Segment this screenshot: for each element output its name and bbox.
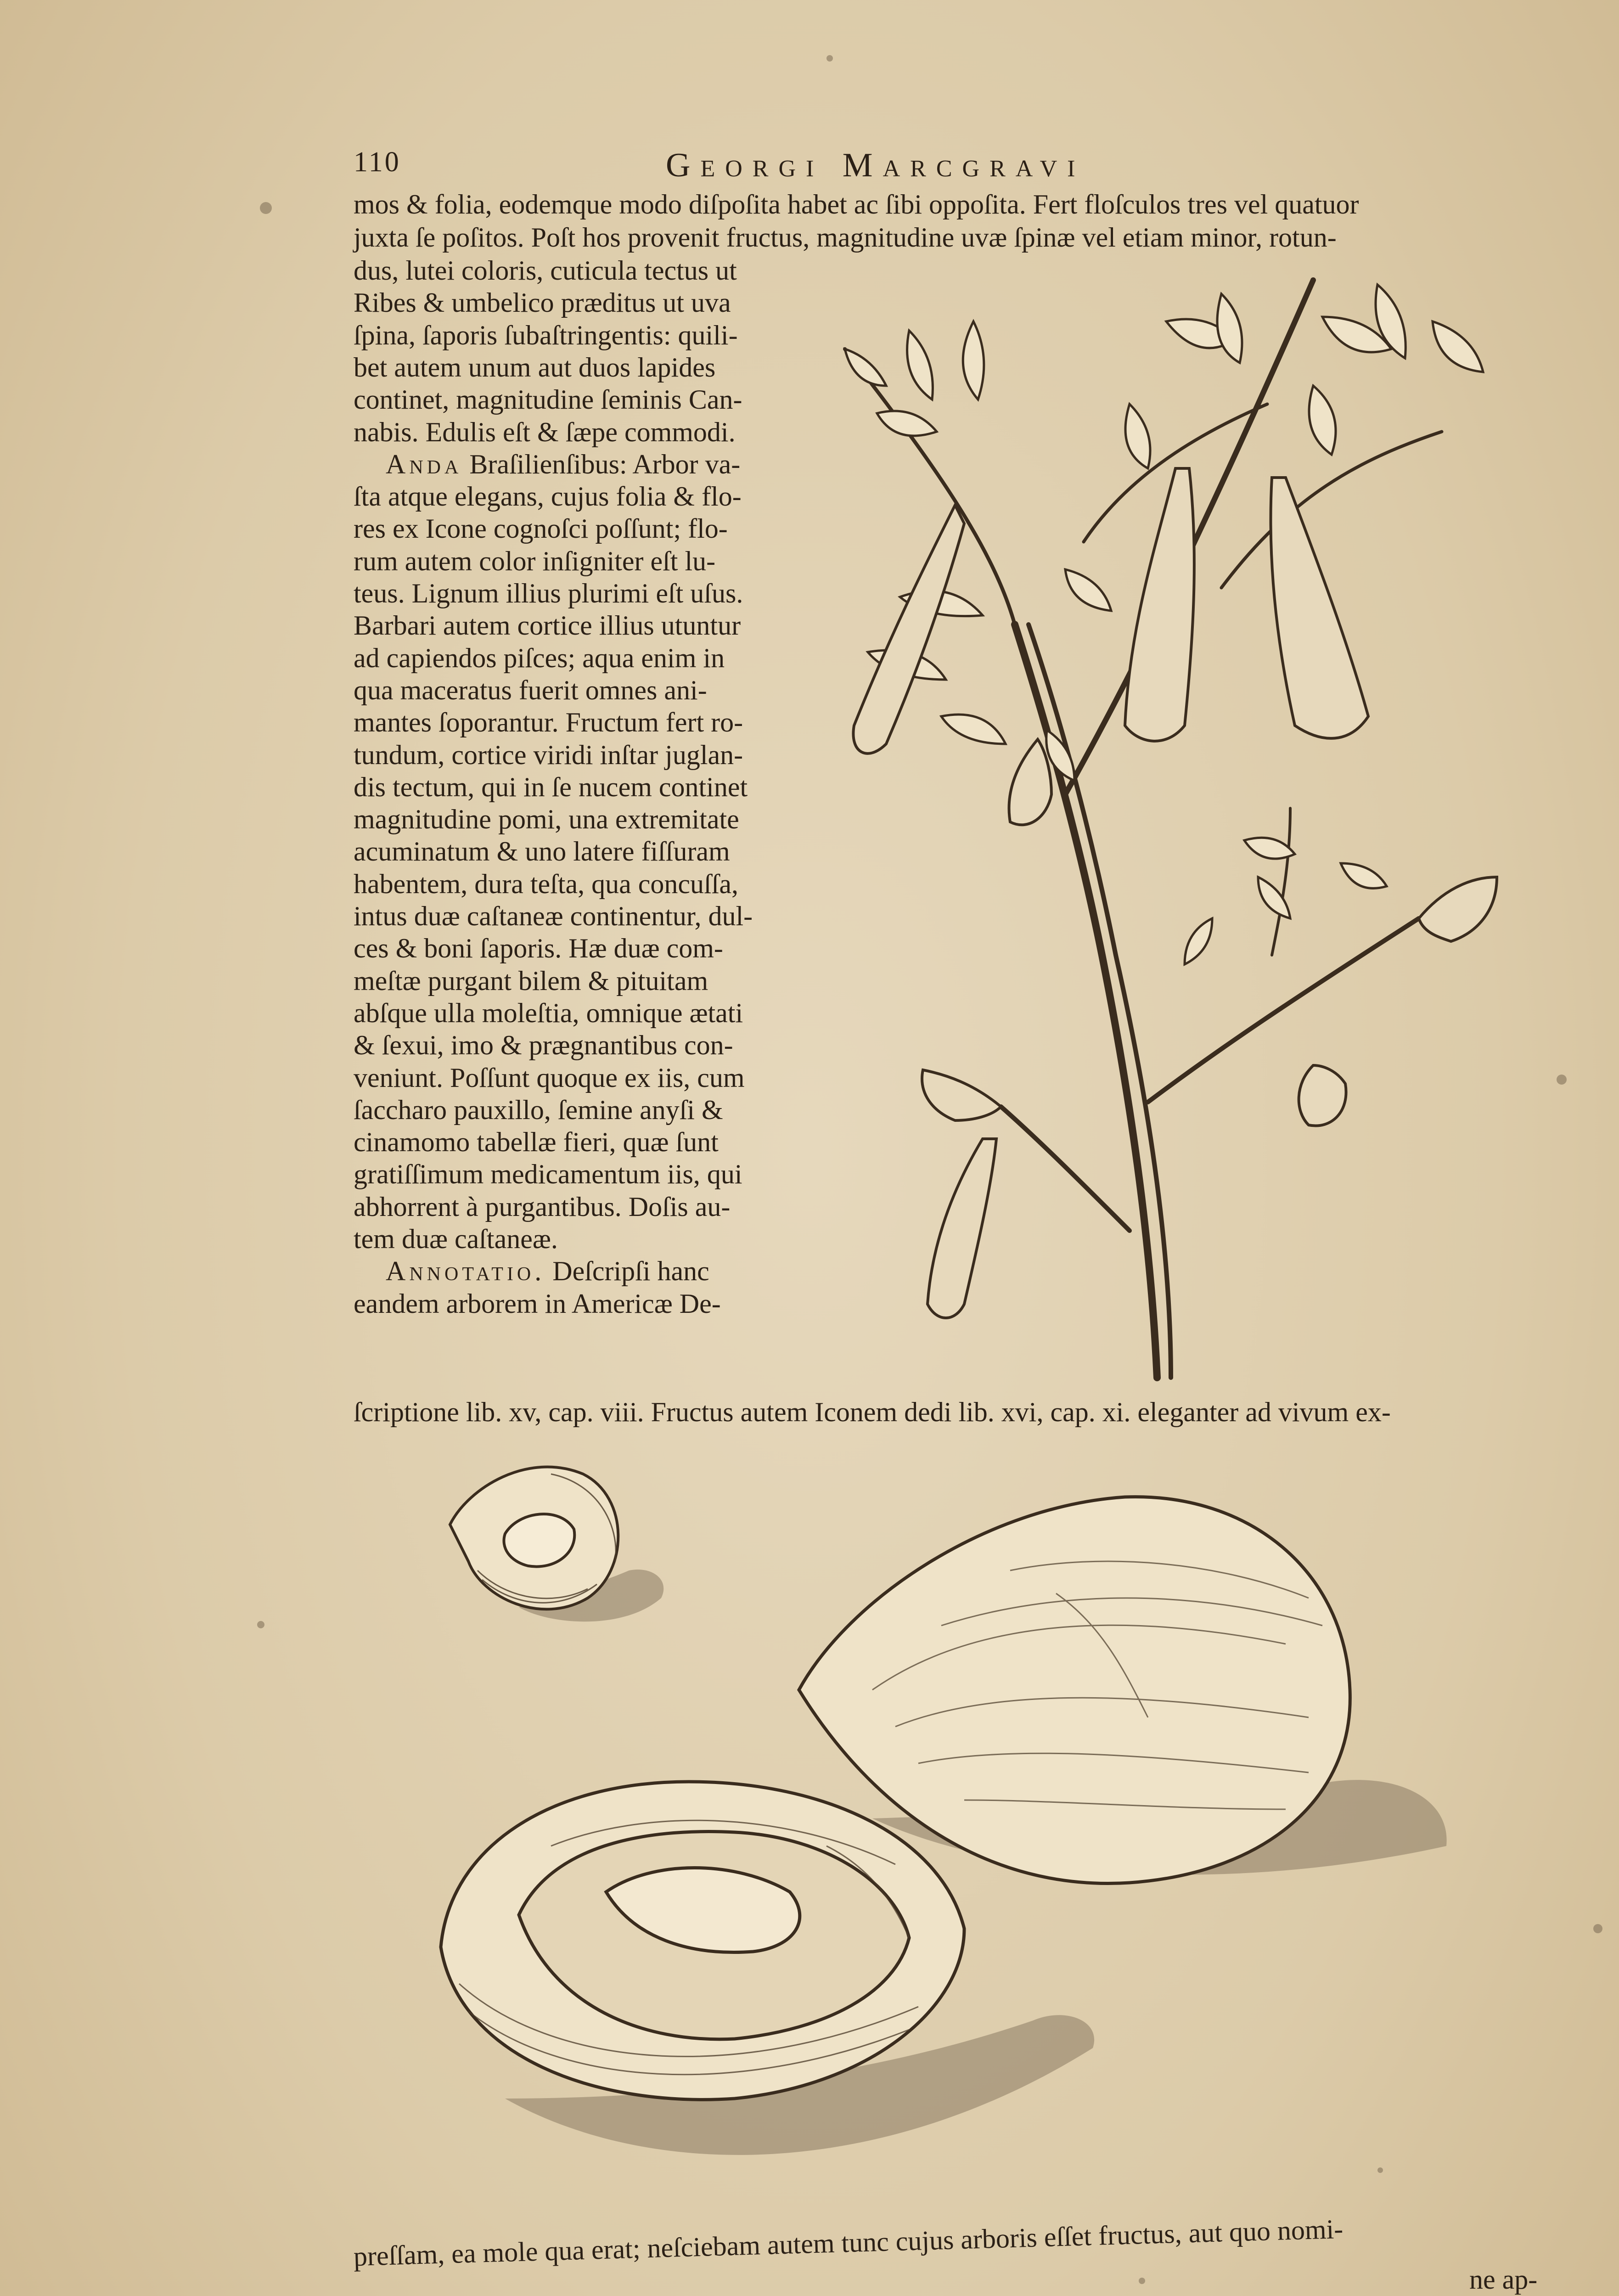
text-line: tundum, cortice viridi inſtar juglan- (354, 739, 743, 770)
text-line: ſcriptione lib. xv, cap. viii. Fructus autem Iconem dedi lib. xvi, cap. xi. eleganter ad vivum ex- (354, 1397, 1391, 1427)
text-line: juxta ſe poſitos. Poſt hos provenit fructus, magnitudine uvæ ſpinæ vel etiam minor, rotun- (354, 222, 1337, 253)
text-line (386, 1255, 840, 1287)
text-line: magnitudine pomi, una extremitate (354, 804, 739, 835)
text-line: mantes ſoporantur. Fructum fert ro- (354, 707, 743, 738)
text-line: & ſexui, imo & prægnantibus con- (354, 1030, 733, 1061)
text-line: meſtæ purgant bilem & pituitam (354, 965, 708, 996)
text-line: preſſam, ea mole qua erat; neſciebam autem tunc cujus arboris eſſet fructus, aut quo nomi- (353, 2213, 1344, 2272)
text-line: bet autem unum aut duos lapides (354, 352, 716, 383)
text-line: acuminatum & uno latere fiſſuram (354, 836, 730, 867)
text-line: qua maceratus fuerit omnes ani- (354, 675, 707, 705)
foxing-spot (826, 55, 833, 62)
text-line: teus. Lignum illius plurimi eſt uſus. (354, 578, 743, 608)
text-line: ces & boni ſaporis. Hæ duæ com- (354, 933, 723, 964)
text-line: ſaccharo pauxillo, ſemine anyſi & (354, 1094, 723, 1125)
flowering-branch-engraving (808, 266, 1529, 1387)
entry-heading-anda: Anda (386, 449, 462, 479)
text-line: intus duæ caſtaneæ continentur, dul- (354, 901, 753, 931)
text-line: ad capiendos piſces; aqua enim in (354, 642, 725, 673)
running-title: Georgi Marcgravi (666, 146, 1085, 184)
text-line: ſpina, ſaporis ſubaſtringentis: quili- (354, 320, 738, 350)
text-line: dis tectum, qui in ſe nucem continet (354, 771, 748, 802)
text-line (386, 448, 840, 480)
text-line: continet, magnitudine ſeminis Can- (354, 384, 742, 415)
text-line: tem duæ caſtaneæ. (354, 1224, 558, 1254)
text-line: gratiſſimum medicamentum iis, qui (354, 1159, 742, 1190)
annotation-heading: Annotatio. (386, 1256, 545, 1287)
page-number: 110 (354, 146, 401, 178)
foxing-spot (1593, 1924, 1602, 1933)
text-line: eandem arborem in Americæ De- (354, 1288, 721, 1319)
text-line: cinamomo tabellæ fieri, quæ ſunt (354, 1127, 719, 1158)
text-line: dus, lutei coloris, cuticula tectus ut (354, 255, 737, 286)
nut-fruit-engravings (413, 1433, 1469, 2250)
text-line: rum autem color inſigniter eſt lu- (354, 546, 716, 576)
page-header (354, 146, 1520, 187)
text-line: ſta atque elegans, cujus folia & flo- (354, 481, 742, 512)
text-line: ne ap- (1469, 2264, 1538, 2295)
text-line: mos & folia, eodemque modo diſpoſita habet ac ſibi oppoſita. Fert floſculos tres vel quatuor (354, 189, 1359, 219)
text-line: Ribes & umbelico præditus ut uva (354, 287, 731, 318)
foxing-spot (1557, 1075, 1567, 1085)
foxing-spot (260, 202, 272, 214)
annotation-text: Deſcripſi hanc (552, 1256, 709, 1287)
text-line: habentem, dura teſta, qua concuſſa, (354, 868, 738, 899)
foxing-spot (257, 1621, 264, 1628)
text-line: veniunt. Poſſunt quoque ex iis, cum (354, 1062, 745, 1093)
text-line: nabis. Edulis eſt & ſæpe commodi. (354, 416, 736, 447)
text-line: abhorrent à purgantibus. Doſis au- (354, 1191, 731, 1222)
text-line: abſque ulla moleſtia, omnique ætati (354, 997, 743, 1028)
text-line: Barbari autem cortice illius utuntur (354, 610, 741, 641)
text-line: res ex Icone cognoſci poſſunt; flo- (354, 513, 728, 544)
foxing-spot (1139, 2278, 1145, 2284)
entry-text: Braſilienſibus: Arbor va- (469, 449, 741, 479)
